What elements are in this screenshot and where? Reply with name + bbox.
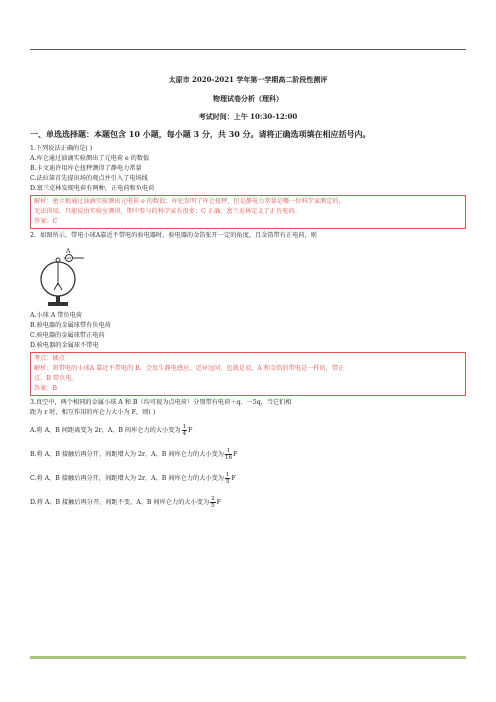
analysis-box	[30, 195, 466, 229]
option-a: A.将 A、B 间距离变为 2r，A、B 间库仑力的大小变为 $\frac{1}{4}$ F	[30, 424, 193, 437]
option-text: C.将 A、B 接触后再分开，间距增大为 2r，A、B 间库仑力的大小变为	[30, 475, 224, 482]
footer-rule	[30, 656, 466, 659]
analysis-line: 解析：将带电的小球A 靠近不带电的 B，会发生静电感应，近异远同，也就是说，A 和金箔的带电是一样的，带正	[34, 365, 345, 372]
ball-label: A	[66, 248, 71, 255]
exam-time: 考试时间：上午 10:30-12:00	[198, 112, 298, 121]
analysis-line: 解析：密立根通过油滴实验测出元电荷 e 的数值；库伦发明了库仑扭秤，但是静电力常量是哪一位科学家测定的，	[34, 198, 345, 205]
exam-subtitle: 物理试卷分析（理科）	[213, 94, 283, 103]
question-3	[30, 398, 466, 509]
question-2	[30, 231, 466, 396]
option-b: B.卡文迪许用库仑扭秤测得了静电力常量	[30, 165, 142, 172]
fraction: $\frac{1}{4}$	[182, 424, 187, 437]
option-b: B.将 A、B 接触后再分开，间距增大为 2r，A、B 间库仑力的大小变为 $\frac{1}{16}$ F	[30, 448, 238, 461]
option-d: D.富兰克林发现电荷有两种，正电荷和负电荷	[30, 185, 155, 192]
analysis-line: 点，B 带负电。	[34, 375, 78, 382]
question-1	[30, 144, 466, 229]
option-b: B.验电器的金属球带有负电荷	[30, 322, 111, 329]
option-d: D.验电器的金属球不带电	[30, 342, 99, 349]
topic-line: 考点：插点	[34, 355, 65, 362]
document-page	[30, 75, 466, 509]
analysis-box	[30, 352, 466, 396]
electroscope-figure	[30, 241, 466, 311]
question-stem: 2．如图所示，带电小球A靠近不带电的验电器时，验电器的金箔张开一定的角度，且金箔带有正电荷，则	[30, 232, 317, 239]
electroscope-diagram	[38, 243, 118, 313]
question-stem: 距为 r 时，相互作用的库仑力大小为 F，则( )	[30, 409, 156, 416]
option-a: A.小球 A 带负电荷	[30, 312, 82, 319]
fraction: $\frac{1}{5}$	[225, 472, 230, 485]
fraction: $\frac{2}{5}$	[211, 496, 215, 509]
option-text: A.将 A、B 间距离变为 2r，A、B 间库仑力的大小变为	[30, 427, 181, 434]
option-c: C.法拉第首先提出场的观点并引入了电场线	[30, 175, 148, 182]
fraction: $\frac{1}{16}$	[225, 448, 232, 461]
question-stem: 3.真空中，两个相同的金属小球 A 和 B（均可视为点电荷）分别带有电荷＋q、－5q，当它们相	[30, 399, 292, 406]
section-heading: 一、单选选择题：本题包含 10 小题，每小题 3 分，共 30 分。请将正确选项填在相应括号内。	[30, 129, 371, 139]
option-text: D.将 A、B 接触后再分开，间距不变，A、B 间库仑力的大小变为	[30, 499, 210, 506]
option-c: C.将 A、B 接触后再分开，间距增大为 2r，A、B 间库仑力的大小变为 $\frac{1}{5}$ F	[30, 472, 236, 485]
option-c: C.验电器的金属球带正电荷	[30, 332, 105, 339]
answer-line: 答案：B	[34, 385, 58, 392]
question-stem: 1.下列说法正确的是( )	[30, 145, 93, 152]
exam-title: 太原市 2020-2021 学年第一学期高二阶段性测评	[168, 75, 328, 84]
option-d: D.将 A、B 接触后再分开，间距不变，A、B 间库仑力的大小变为 $\frac{2}{5}$ F	[30, 496, 221, 509]
answer-line: 答案：C	[34, 218, 58, 225]
option-a: A.库仑通过油滴实验测出了元电荷 e 的数值	[30, 155, 150, 162]
analysis-line: 无法得知，只能说由实验室测得，期中参与的科学家有很多；C 正确；富兰克林定义了正负电荷。	[34, 208, 301, 215]
option-text: B.将 A、B 接触后再分开，间距增大为 2r，A、B 间库仑力的大小变为	[30, 451, 224, 458]
header-rule	[30, 49, 466, 50]
